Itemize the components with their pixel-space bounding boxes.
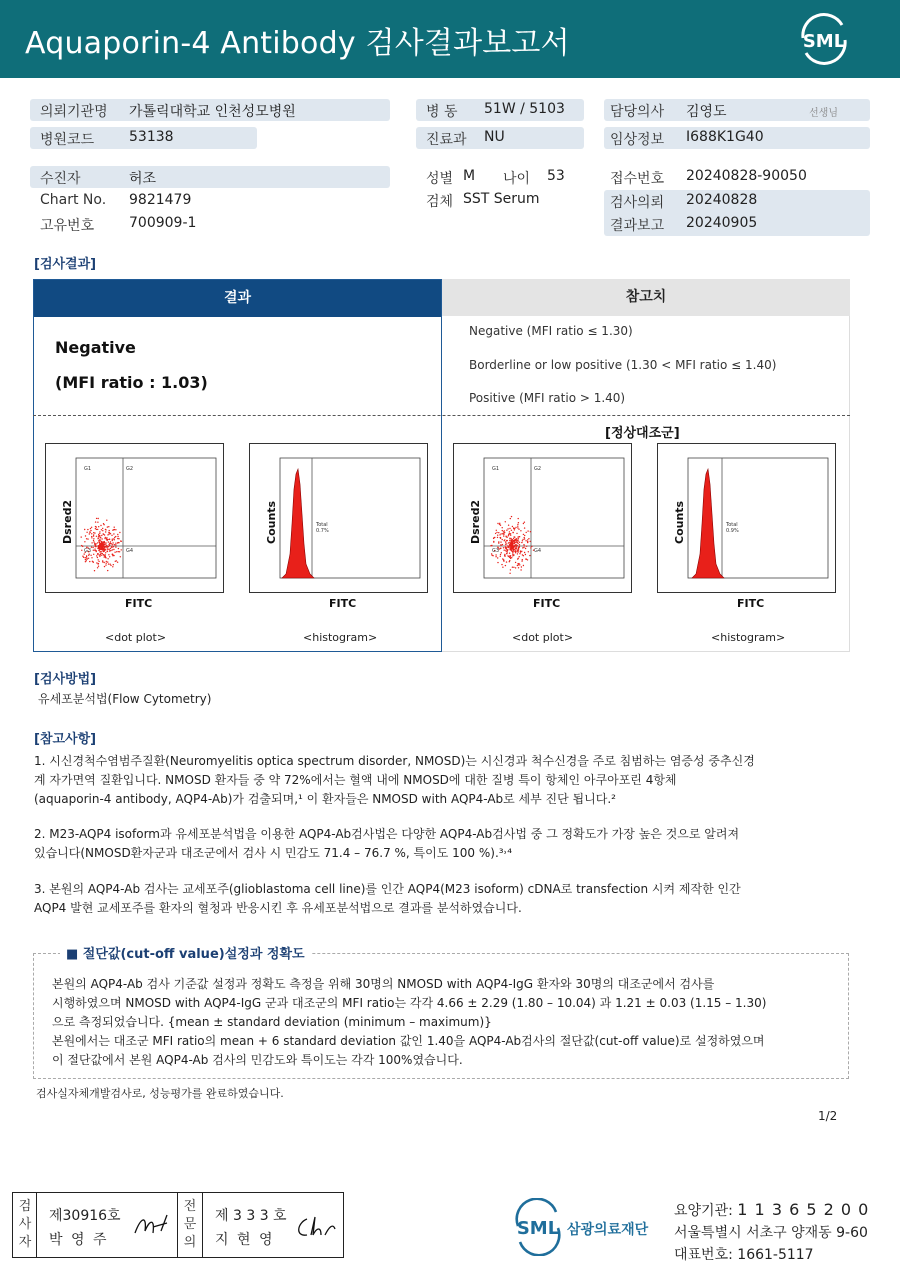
- hospital-code-label: 병원코드: [40, 132, 95, 148]
- report-label: 결과보고: [610, 218, 665, 234]
- receipt-value: 20240828-90050: [686, 168, 807, 184]
- age-value: 53: [547, 168, 565, 184]
- result-header: 결과: [34, 280, 441, 317]
- unique-value: 700909-1: [129, 215, 197, 231]
- dot-plot-control: [453, 443, 632, 610]
- note2-line2: 있습니다(NMOSD환자군과 대조군에서 검사 시 민감도 71.4 – 76.7 %, 특이도 100 %).³˒⁴: [34, 846, 513, 860]
- dot-plot-patient: [45, 443, 224, 610]
- receipt-label: 접수번호: [610, 171, 665, 187]
- institution-value: 가톨릭대학교 인천성모병원: [129, 104, 296, 120]
- cutoff-line5: 이 절단값에서 본원 AQP4-Ab 검사의 민감도와 특이도는 각각 100%였습니다.: [52, 1053, 463, 1067]
- ref-borderline: Borderline or low positive (1.30 < MFI ratio ≤ 1.40): [469, 358, 777, 372]
- doctor-label: 담당의사: [610, 104, 665, 120]
- notes-section-title: [참고사항]: [34, 732, 97, 747]
- report-header: [0, 0, 900, 78]
- plot2-xlabel: FITC: [329, 597, 357, 610]
- dot-cloud-control: [490, 516, 534, 574]
- dept-value: NU: [484, 129, 505, 145]
- patient-label: 수진자: [40, 171, 81, 187]
- ward-label: 병 동: [426, 104, 458, 120]
- cutoff-line1: 본원의 AQP4-Ab 검사 기준값 설정과 정확도 측정을 위해 30명의 NMOSD with AQP4-IgG 환자와 30명의 대조군에서 검사를: [52, 977, 715, 991]
- dot-cloud-patient: [81, 518, 123, 572]
- patient-row: [30, 166, 390, 188]
- request-value: 20240828: [686, 192, 758, 208]
- plot1-ylabel: Dsred2: [61, 499, 74, 544]
- age-label: 나이: [503, 171, 531, 187]
- quadrant-g3: G3: [492, 548, 500, 554]
- specialist-number: 제 3 3 3 호: [215, 1208, 287, 1224]
- tester-name: 박 영 주: [49, 1232, 109, 1248]
- control-label: [정상대조군]: [605, 426, 680, 441]
- footer-note: 검사실자체개발검사로, 성능평가를 완료하였습니다.: [36, 1087, 284, 1100]
- tester-signature: [131, 1211, 171, 1241]
- specialist-signature: [293, 1213, 337, 1243]
- method-text: 유세포분석법(Flow Cytometry): [38, 692, 212, 706]
- cutoff-line2: 시행하였으며 NMOSD with AQP4-IgG 군과 대조군의 MFI ratio는 각각 4.66 ± 2.29 (1.80 – 10.04) 과 1.21 ± 0.03 (1.15 – 1.30): [52, 996, 767, 1010]
- plot4-ylabel: Counts: [673, 500, 686, 544]
- specialist-vertical-label: 전문의: [183, 1199, 197, 1250]
- ward-value: 51W / 5103: [484, 101, 565, 117]
- results-table: [33, 279, 850, 652]
- tester-number: 제30916호: [49, 1208, 121, 1224]
- company-name: 삼광의료재단: [567, 1222, 649, 1238]
- doctor-value: 김영도: [686, 104, 727, 120]
- company-phone-label: 대표번호:: [674, 1247, 733, 1263]
- quadrant-g4: G4: [126, 548, 134, 554]
- clinical-label: 임상정보: [610, 132, 665, 148]
- company-phone-row: [674, 1244, 814, 1264]
- plot1-caption: <dot plot>: [105, 631, 167, 644]
- total-label: Total: [316, 522, 328, 528]
- plot4-xlabel: FITC: [737, 597, 765, 610]
- note1-line1: 1. 시신경척수염범주질환(Neuromyelitis optica spectrum disorder, NMOSD)는 시신경과 척수신경을 주로 침범하는 염증성 중추신경: [34, 754, 755, 768]
- specialist-name: 지 현 영: [215, 1232, 275, 1248]
- plot3-ylabel: Dsred2: [469, 499, 482, 544]
- total-value: 0.9%: [726, 528, 739, 534]
- method-section-title: [검사방법]: [34, 672, 97, 687]
- results-section-title: [검사결과]: [34, 257, 97, 272]
- signature-box: [12, 1192, 344, 1258]
- total-value: 0.7%: [316, 528, 329, 534]
- note1-line2: 계 자가면역 질환입니다. NMOSD 환자들 중 약 72%에서는 혈액 내에 NMOSD에 대한 질병 특이 항체인 아쿠아포린 4항체: [34, 773, 677, 787]
- doctor-suffix: 선생님: [809, 108, 838, 119]
- company-logo-mark: [510, 1198, 660, 1256]
- page-number: 1/2: [818, 1109, 838, 1123]
- note3-line2: AQP4 발현 교세포주를 환자의 혈청과 반응시킨 후 유세포분석법으로 결과를 분석하였습니다.: [34, 901, 522, 915]
- clinical-value: I688K1G40: [686, 129, 764, 145]
- plot2-ylabel: Counts: [265, 500, 278, 544]
- plot3-caption: <dot plot>: [512, 631, 574, 644]
- note3-line1: 3. 본원의 AQP4-Ab 검사는 교세포주(glioblastoma cell line)를 인간 AQP4(M23 isoform) cDNA로 transfection 시켜 제작한 인간: [34, 882, 741, 896]
- chart-value: 9821479: [129, 192, 192, 208]
- sml-logo: [795, 12, 853, 66]
- plot2-caption: <histogram>: [303, 631, 378, 644]
- company-code: 1 1 3 6 5 2 0 0: [737, 1200, 870, 1219]
- result-value: Negative: [55, 338, 136, 357]
- ref-positive: Positive (MFI ratio > 1.40): [469, 391, 626, 405]
- hospital-code-value: 53138: [129, 129, 174, 145]
- report-title: Aquaporin-4 Antibody 검사결과보고서: [25, 26, 570, 61]
- quadrant-g2: G2: [534, 466, 542, 472]
- request-label: 검사의뢰: [610, 195, 665, 211]
- sex-value: M: [463, 168, 476, 184]
- cutoff-line3: 으로 측정되었습니다. {mean ± standard deviation (minimum – maximum)}: [52, 1015, 492, 1029]
- total-label: Total: [726, 522, 738, 528]
- logo-text: SML: [802, 31, 846, 52]
- institution-label: 의뢰기관명: [40, 104, 108, 120]
- chart-label: Chart No.: [40, 192, 107, 208]
- cutoff-line4: 본원에서는 대조군 MFI ratio의 mean + 6 standard deviation 값인 1.40을 AQP4-Ab검사의 절단값(cut-off value)로 설정하였으며: [52, 1034, 765, 1048]
- company-code-row: [674, 1200, 869, 1220]
- histogram-control: [657, 443, 836, 610]
- unique-label: 고유번호: [40, 218, 95, 234]
- plot3-xlabel: FITC: [533, 597, 561, 610]
- tester-vertical-label: 검사자: [18, 1199, 32, 1250]
- note1-line3: (aquaporin-4 antibody, AQP4-Ab)가 검출되며,¹ 이 환자들은 NMOSD with AQP4-Ab로 세부 진단 됩니다.²: [34, 792, 616, 806]
- patient-value: 허조: [129, 171, 157, 187]
- specimen-value: SST Serum: [463, 191, 540, 207]
- quadrant-g4: G4: [534, 548, 542, 554]
- quadrant-g1: G1: [492, 466, 500, 472]
- histogram-patient: [249, 443, 428, 610]
- sex-label: 성별: [426, 171, 454, 187]
- divider: [33, 415, 850, 416]
- company-logo-text: SML: [516, 1218, 560, 1239]
- dept-label: 진료과: [426, 132, 467, 148]
- company-code-label: 요양기관:: [674, 1203, 733, 1219]
- quadrant-g1: G1: [84, 466, 92, 472]
- quadrant-g2: G2: [126, 466, 134, 472]
- ref-negative: Negative (MFI ratio ≤ 1.30): [469, 324, 633, 338]
- plot1-xlabel: FITC: [125, 597, 153, 610]
- company-logo: [510, 1198, 660, 1260]
- reference-header: 참고치: [442, 279, 850, 316]
- company-phone: 1661-5117: [737, 1247, 814, 1263]
- result-mfi: (MFI ratio : 1.03): [55, 373, 208, 392]
- quadrant-g3: G3: [84, 548, 92, 554]
- report-value: 20240905: [686, 215, 758, 231]
- specimen-label: 검체: [426, 194, 454, 210]
- plot4-caption: <histogram>: [711, 631, 786, 644]
- cutoff-title: ■ 절단값(cut-off value)설정과 정확도: [60, 943, 311, 962]
- note2-line1: 2. M23-AQP4 isoform과 유세포분석법을 이용한 AQP4-Ab검사법은 다양한 AQP4-Ab검사법 중 그 정확도가 가장 높은 것으로 알려져: [34, 827, 740, 841]
- company-address: 서울특별시 서초구 양재동 9-60: [674, 1225, 868, 1241]
